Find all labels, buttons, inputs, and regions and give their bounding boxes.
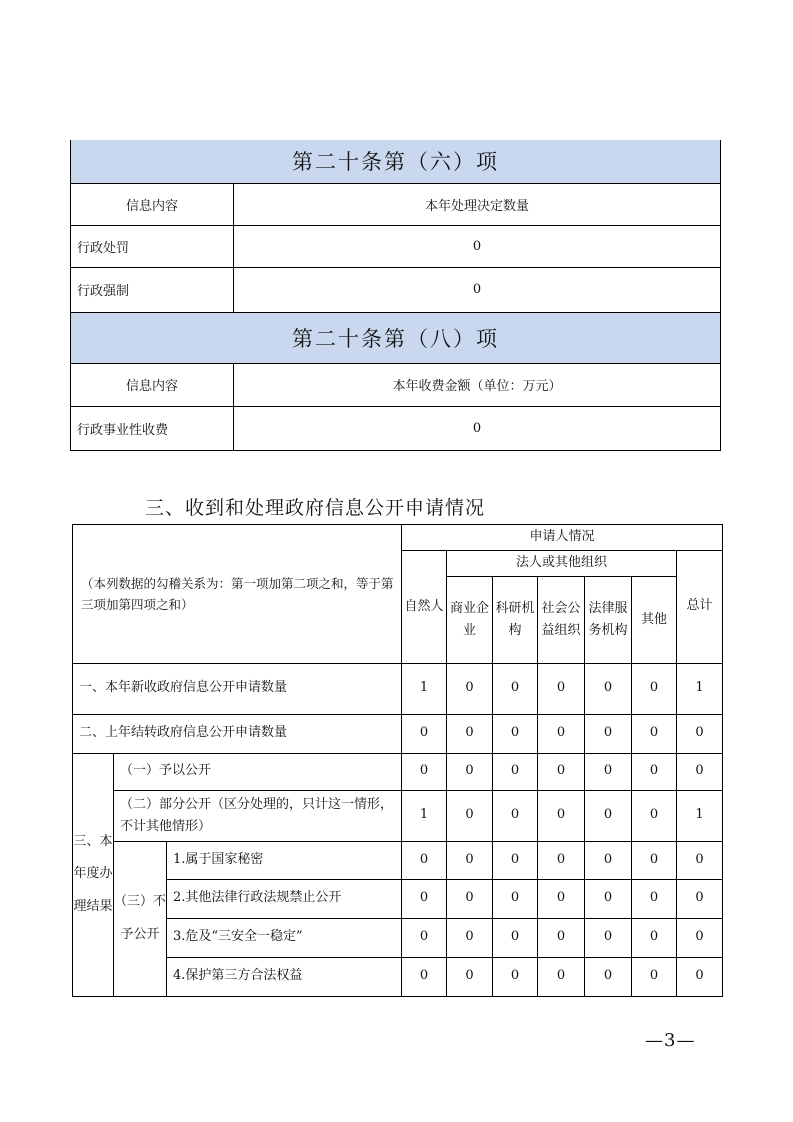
cell-value: 1 (402, 790, 447, 841)
cell-value: 0 (538, 918, 585, 957)
applicant-header: 申请人情况 (402, 525, 723, 551)
cell-value: 0 (538, 753, 585, 790)
article-6-title: 第二十条第（六）项 (71, 140, 721, 183)
cell-value: 0 (585, 879, 632, 918)
cell-value: 0 (585, 841, 632, 879)
cell-value: 0 (402, 841, 447, 879)
cell-value: 0 (402, 957, 447, 996)
cell-value: 0 (632, 841, 677, 879)
result-group-label: 三、本年度办理结果 (73, 753, 114, 996)
table-note: （本列数据的勾稽关系为：第一项加第二项之和，等于第三项加第四项之和） (73, 525, 402, 664)
cell-value: 0 (632, 879, 677, 918)
cell-value: 0 (585, 790, 632, 841)
cell-value: 1 (402, 663, 447, 714)
row-label: 4.保护第三方合法权益 (167, 957, 402, 996)
article-8-col-right: 本年收费金额（单位：万元） (234, 363, 721, 406)
cell-value: 0 (402, 879, 447, 918)
cell-value: 0 (632, 790, 677, 841)
cell-value: 0 (538, 790, 585, 841)
cell-value: 0 (493, 663, 538, 714)
row-label: 二、上年结转政府信息公开申请数量 (73, 714, 402, 753)
article-6-row-value: 0 (234, 267, 721, 312)
cell-value: 0 (493, 879, 538, 918)
cell-value: 0 (632, 957, 677, 996)
cell-value: 0 (677, 714, 723, 753)
cell-value: 0 (402, 753, 447, 790)
cell-value: 0 (677, 841, 723, 879)
cell-value: 0 (493, 957, 538, 996)
cell-value: 0 (632, 663, 677, 714)
cell-value: 0 (493, 753, 538, 790)
article-6-row-label: 行政强制 (71, 267, 234, 312)
col-header-research: 科研机构 (493, 576, 538, 663)
cell-value: 0 (538, 714, 585, 753)
cell-value: 0 (402, 918, 447, 957)
cell-value: 0 (447, 879, 493, 918)
cell-value: 0 (538, 879, 585, 918)
cell-value: 0 (447, 663, 493, 714)
cell-value: 0 (585, 663, 632, 714)
cell-value: 0 (632, 753, 677, 790)
legal-entity-header: 法人或其他组织 (447, 550, 677, 576)
col-header-other: 其他 (632, 576, 677, 663)
cell-value: 0 (677, 918, 723, 957)
cell-value: 0 (447, 790, 493, 841)
article-8-title: 第二十条第（八）项 (71, 312, 721, 363)
non-disclose-label: （三）不予公开 (114, 841, 167, 996)
section-3-title: 三、收到和处理政府信息公开申请情况 (145, 497, 486, 519)
article-20-tables (70, 140, 721, 451)
cell-value: 0 (447, 714, 493, 753)
article-6-row-value: 0 (234, 225, 721, 267)
cell-value: 0 (585, 753, 632, 790)
article-8-row-value: 0 (234, 406, 721, 450)
cell-value: 0 (447, 841, 493, 879)
application-stats-table (72, 524, 723, 997)
article-8-col-left: 信息内容 (71, 363, 234, 406)
page-number: —3— (645, 1030, 696, 1051)
col-header-business: 商业企业 (447, 576, 493, 663)
row-label: （二）部分公开（区分处理的，只计这一情形，不计其他情形） (114, 790, 402, 841)
total-header: 总计 (677, 550, 723, 663)
cell-value: 0 (493, 918, 538, 957)
cell-value: 0 (585, 957, 632, 996)
cell-value: 0 (402, 714, 447, 753)
row-label: 3.危及“三安全一稳定” (167, 918, 402, 957)
row-label: 2.其他法律行政法规禁止公开 (167, 879, 402, 918)
cell-value: 0 (493, 841, 538, 879)
cell-value: 0 (447, 753, 493, 790)
row-label: 1.属于国家秘密 (167, 841, 402, 879)
article-8-row-label: 行政事业性收费 (71, 406, 234, 450)
cell-value: 0 (677, 753, 723, 790)
cell-value: 0 (493, 790, 538, 841)
cell-value: 0 (632, 918, 677, 957)
cell-value: 0 (538, 841, 585, 879)
cell-value: 0 (538, 663, 585, 714)
article-6-col-left: 信息内容 (71, 183, 234, 225)
row-label: 一、本年新收政府信息公开申请数量 (73, 663, 402, 714)
row-label: （一）予以公开 (114, 753, 402, 790)
cell-value: 0 (677, 879, 723, 918)
article-6-col-right: 本年处理决定数量 (234, 183, 721, 225)
cell-value: 0 (447, 957, 493, 996)
cell-value: 0 (538, 957, 585, 996)
article-6-row-label: 行政处罚 (71, 225, 234, 267)
cell-value: 0 (447, 918, 493, 957)
cell-value: 0 (632, 714, 677, 753)
cell-value: 1 (677, 663, 723, 714)
cell-value: 0 (493, 714, 538, 753)
col-header-public-welfare: 社会公益组织 (538, 576, 585, 663)
natural-person-header: 自然人 (402, 550, 447, 663)
col-header-legal-service: 法律服务机构 (585, 576, 632, 663)
cell-value: 0 (585, 918, 632, 957)
cell-value: 0 (585, 714, 632, 753)
cell-value: 1 (677, 790, 723, 841)
cell-value: 0 (677, 957, 723, 996)
